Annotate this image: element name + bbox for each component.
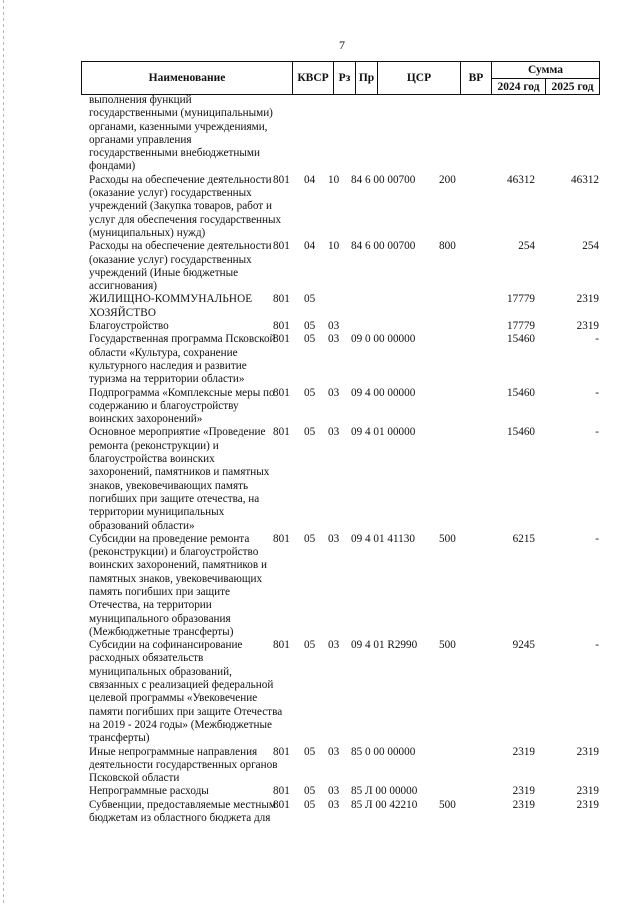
row-pr: 03	[328, 320, 340, 333]
table-row	[89, 387, 599, 427]
row-rz: 05	[304, 745, 316, 758]
row-csr: 85 Л 00 00000	[351, 785, 418, 798]
row-csr: 09 4 01 41130	[351, 532, 415, 545]
row-sum-2025: 2319	[576, 293, 599, 306]
row-rz: 05	[304, 785, 316, 798]
scan-edge	[3, 0, 4, 905]
row-pr: 10	[328, 240, 340, 253]
header-vr: ВР	[461, 62, 492, 95]
row-kvsr: 801	[273, 798, 290, 811]
row-sum-2024: 17779	[507, 320, 535, 333]
row-rz: 05	[304, 798, 316, 811]
row-csr: 09 0 00 00000	[351, 333, 416, 346]
row-sum-2024: 15460	[507, 426, 535, 439]
row-name: Расходы на обеспечение деятельности (оказание услуг) государственных учреждений (Иные бюджетные ассигнования)	[89, 240, 272, 293]
row-name: Благоустройство	[89, 320, 169, 333]
row-pr: 03	[328, 639, 340, 652]
row-vr: 200	[439, 173, 456, 186]
row-rz: 04	[304, 240, 316, 253]
table-body	[89, 94, 599, 825]
row-sum-2024: 9245	[512, 639, 535, 652]
row-kvsr: 801	[273, 333, 290, 346]
row-kvsr: 801	[273, 426, 290, 439]
row-name: Иные непрограммные направления деятельности государственных органов Псковской области	[89, 745, 278, 785]
row-name: Субсидии на проведение ремонта (реконструкции) и благоустройство воинских захоронений, памятников и памятных знаков, увековечивающих память погибших при защите Отечества, на территории муниципального образования (Межбюджетные трансферты)	[89, 532, 267, 638]
row-csr: 85 0 00 00000	[351, 745, 416, 758]
row-kvsr: 801	[273, 293, 290, 306]
row-kvsr: 801	[273, 532, 290, 545]
page-number: 7	[339, 38, 345, 52]
table-header	[81, 61, 600, 95]
row-csr: 09 4 01 00000	[351, 426, 416, 439]
header-csr: ЦСР	[378, 62, 461, 95]
row-csr: 84 6 00 00700	[351, 240, 416, 253]
row-sum-2025: -	[595, 532, 599, 545]
row-rz: 05	[304, 639, 316, 652]
row-rz: 05	[304, 426, 316, 439]
row-pr: 03	[328, 426, 340, 439]
row-name: Субвенции, предоставляемые местным бюджетам из областного бюджета для	[89, 798, 276, 825]
row-sum-2025: 2319	[576, 320, 599, 333]
row-name: Подпрограмма «Комплексные меры по содержанию и благоустройству воинских захоронений»	[89, 386, 275, 426]
row-kvsr: 801	[273, 745, 290, 758]
row-name: Субсидии на софинансирование расходных обязательств муниципальных образований, связанных с реализацией федеральной целевой программы «Увековечение памяти погибших при защите Отечества на 2019 - 2024 годы» (Межбюджетные трансферты)	[89, 639, 283, 745]
row-name: Государственная программа Псковской области «Культура, сохранение культурного наследия и развитие туризма на территории области»	[89, 333, 276, 386]
row-sum-2024: 2319	[512, 785, 535, 798]
table-row	[89, 320, 599, 333]
table-row	[89, 240, 599, 293]
row-pr: 03	[328, 785, 340, 798]
row-sum-2025: 2319	[576, 745, 599, 758]
row-rz: 05	[304, 532, 316, 545]
row-sum-2025: 2319	[576, 798, 599, 811]
row-sum-2025: 254	[582, 240, 599, 253]
table-row	[89, 426, 599, 532]
header-sum: Сумма	[492, 62, 600, 79]
table-row	[89, 174, 599, 240]
row-pr: 03	[328, 532, 340, 545]
row-rz: 05	[304, 320, 316, 333]
row-pr: 03	[328, 745, 340, 758]
header-name: Наименование	[82, 62, 293, 95]
row-rz: 04	[304, 173, 316, 186]
table-row	[89, 94, 599, 174]
table-row	[89, 333, 599, 386]
row-sum-2024: 17779	[507, 293, 535, 306]
header-year-2024: 2024 год	[492, 79, 546, 95]
row-kvsr: 801	[273, 639, 290, 652]
row-rz: 05	[304, 293, 316, 306]
row-kvsr: 801	[273, 320, 290, 333]
row-sum-2024: 15460	[507, 386, 535, 399]
row-csr: 09 4 01 R2990	[351, 639, 418, 652]
row-kvsr: 801	[273, 240, 290, 253]
table-row	[89, 639, 599, 745]
row-vr: 500	[439, 798, 456, 811]
row-sum-2025: -	[595, 426, 599, 439]
row-vr: 500	[439, 639, 456, 652]
row-sum-2025: 46312	[571, 173, 599, 186]
row-vr: 800	[439, 240, 456, 253]
row-sum-2025: -	[595, 639, 599, 652]
row-rz: 05	[304, 333, 316, 346]
row-name: выполнения функций государственными (муниципальными) органами, казенными учреждениями, органами управления государственными внебюджетными фондами)	[89, 94, 273, 173]
row-name: Непрограммные расходы	[89, 785, 209, 798]
row-sum-2024: 15460	[507, 333, 535, 346]
row-csr: 84 6 00 00700	[351, 173, 416, 186]
row-sum-2024: 254	[518, 240, 535, 253]
header-rz: Рз	[334, 62, 356, 95]
row-sum-2025: 2319	[576, 785, 599, 798]
table-row	[89, 799, 599, 826]
row-pr: 03	[328, 798, 340, 811]
row-kvsr: 801	[273, 386, 290, 399]
row-csr: 85 Л 00 42210	[351, 798, 418, 811]
row-vr: 500	[439, 532, 456, 545]
header-kvsr: КВСР	[293, 62, 334, 95]
table-row	[89, 293, 599, 320]
row-kvsr: 801	[273, 785, 290, 798]
row-sum-2024: 46312	[507, 173, 535, 186]
table-row	[89, 746, 599, 786]
row-name: Расходы на обеспечение деятельности (оказание услуг) государственных учреждений (Закупка товаров, работ и услуг для обеспечения государственных (муниципальных) нужд)	[89, 173, 282, 239]
row-pr: 03	[328, 333, 340, 346]
row-sum-2024: 2319	[512, 798, 535, 811]
row-name: Основное мероприятие «Проведение ремонта (реконструкции) и благоустройства воинских захоронений, памятников и памятных знаков, увековечивающих память погибших при защите отечества, на территории муниципальных образований области»	[89, 426, 270, 532]
row-pr: 10	[328, 173, 340, 186]
header-pr: Пр	[356, 62, 378, 95]
row-sum-2025: -	[595, 333, 599, 346]
row-rz: 05	[304, 386, 316, 399]
row-sum-2024: 2319	[512, 745, 535, 758]
header-year-2025: 2025 год	[546, 79, 600, 95]
row-csr: 09 4 00 00000	[351, 386, 416, 399]
row-name: ЖИЛИЩНО-КОММУНАЛЬНОЕ ХОЗЯЙСТВО	[89, 293, 253, 319]
row-pr: 03	[328, 386, 340, 399]
row-kvsr: 801	[273, 173, 290, 186]
table-row	[89, 533, 599, 639]
table-row	[89, 785, 599, 798]
row-sum-2025: -	[595, 386, 599, 399]
row-sum-2024: 6215	[512, 532, 535, 545]
